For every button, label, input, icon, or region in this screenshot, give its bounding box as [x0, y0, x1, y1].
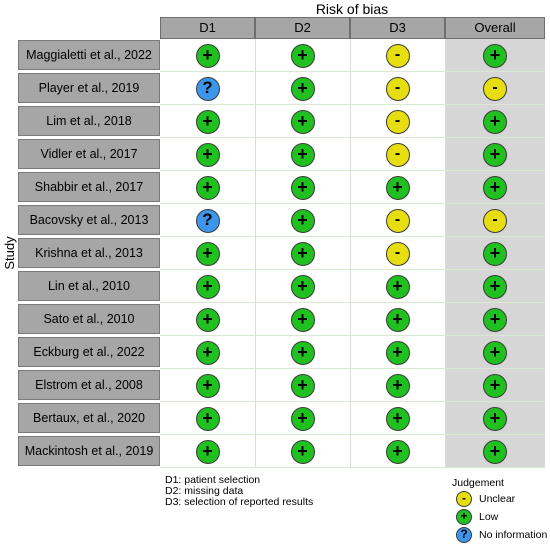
study-label-row: Elstrom et al., 2008 [18, 370, 160, 400]
legend-noinfo-icon: ? [456, 527, 472, 543]
judgement-unclear-icon: - [386, 44, 410, 68]
judgement-unclear-icon: - [483, 209, 507, 233]
judgement-low-icon: + [483, 110, 507, 134]
study-label-row: Vidler et al., 2017 [18, 139, 160, 169]
judgement-low-icon: + [196, 44, 220, 68]
row-divider [160, 137, 545, 138]
judgement-low-icon: + [483, 242, 507, 266]
study-label-row: Shabbir et al., 2017 [18, 172, 160, 202]
judgement-low-icon: + [291, 209, 315, 233]
judgement-low-icon: + [291, 275, 315, 299]
judgement-low-icon: + [291, 407, 315, 431]
judgement-unclear-icon: - [386, 242, 410, 266]
judgement-low-icon: + [386, 374, 410, 398]
study-label-row: Bertaux, et al., 2020 [18, 403, 160, 433]
judgement-low-icon: + [483, 407, 507, 431]
judgement-low-icon: + [196, 275, 220, 299]
judgement-low-icon: + [291, 308, 315, 332]
judgement-low-icon: + [483, 440, 507, 464]
legend-unclear-label: Unclear [479, 493, 516, 505]
domain-legend-item: D2: missing data [165, 485, 244, 497]
judgement-low-icon: + [196, 374, 220, 398]
judgement-noinfo-icon: ? [196, 209, 220, 233]
row-divider [160, 104, 545, 105]
row-divider [160, 467, 545, 468]
judgement-low-icon: + [196, 407, 220, 431]
judgement-unclear-icon: - [483, 77, 507, 101]
column-header-d2: D2 [255, 17, 350, 39]
judgement-noinfo-icon: ? [196, 77, 220, 101]
study-label-row: Mackintosh et al., 2019 [18, 436, 160, 466]
row-divider [160, 236, 545, 237]
judgement-low-icon: + [386, 440, 410, 464]
judgement-low-icon: + [483, 44, 507, 68]
judgement-low-icon: + [291, 242, 315, 266]
legend-unclear-icon: - [456, 491, 472, 507]
judgement-low-icon: + [196, 308, 220, 332]
row-divider [160, 269, 545, 270]
judgement-low-icon: + [291, 110, 315, 134]
study-label-row: Lin et al., 2010 [18, 271, 160, 301]
study-label-row: Lim et al., 2018 [18, 106, 160, 136]
judgement-low-icon: + [196, 176, 220, 200]
row-divider [160, 170, 545, 171]
column-header-overall: Overall [445, 17, 545, 39]
study-label-row: Bacovsky et al., 2013 [18, 205, 160, 235]
row-divider [160, 335, 545, 336]
judgement-low-icon: + [483, 275, 507, 299]
judgement-low-icon: + [483, 308, 507, 332]
judgement-low-icon: + [196, 341, 220, 365]
study-label-row: Eckburg et al., 2022 [18, 337, 160, 367]
row-divider [160, 401, 545, 402]
judgement-low-icon: + [196, 242, 220, 266]
row-divider [160, 302, 545, 303]
judgement-low-icon: + [386, 407, 410, 431]
judgement-low-icon: + [291, 44, 315, 68]
judgement-low-icon: + [291, 176, 315, 200]
judgement-low-icon: + [291, 77, 315, 101]
judgement-low-icon: + [386, 275, 410, 299]
study-label-row: Player et al., 2019 [18, 73, 160, 103]
legend-noinfo-label: No information [479, 529, 548, 541]
study-label-row: Maggialetti et al., 2022 [18, 40, 160, 70]
row-divider [160, 368, 545, 369]
judgement-unclear-icon: - [386, 77, 410, 101]
judgement-low-icon: + [196, 110, 220, 134]
judgement-low-icon: + [291, 440, 315, 464]
domain-legend-item: D3: selection of reported results [165, 496, 314, 508]
judgement-low-icon: + [483, 374, 507, 398]
plot-title: Risk of bias [315, 1, 389, 17]
row-divider [160, 203, 545, 204]
judgement-low-icon: + [386, 341, 410, 365]
y-axis-label: Study [2, 236, 17, 270]
study-label-row: Sato et al., 2010 [18, 304, 160, 334]
judgement-low-icon: + [483, 341, 507, 365]
judgement-unclear-icon: - [386, 110, 410, 134]
legend-low-icon: + [456, 509, 472, 525]
legend-low-label: Low [479, 511, 499, 523]
judgement-low-icon: + [386, 308, 410, 332]
study-label-row: Krishna et al., 2013 [18, 238, 160, 268]
row-divider [160, 434, 545, 435]
judgement-low-icon: + [386, 176, 410, 200]
judgement-low-icon: + [196, 440, 220, 464]
domain-legend-item: D1: patient selection [165, 474, 261, 486]
judgement-legend-title: Judgement [452, 477, 504, 489]
judgement-low-icon: + [196, 143, 220, 167]
judgement-unclear-icon: - [386, 209, 410, 233]
judgement-unclear-icon: - [386, 143, 410, 167]
column-header-d1: D1 [160, 17, 255, 39]
row-divider [160, 71, 545, 72]
judgement-low-icon: + [291, 374, 315, 398]
judgement-low-icon: + [291, 143, 315, 167]
column-header-d3: D3 [350, 17, 445, 39]
judgement-low-icon: + [291, 341, 315, 365]
judgement-low-icon: + [483, 143, 507, 167]
judgement-low-icon: + [483, 176, 507, 200]
